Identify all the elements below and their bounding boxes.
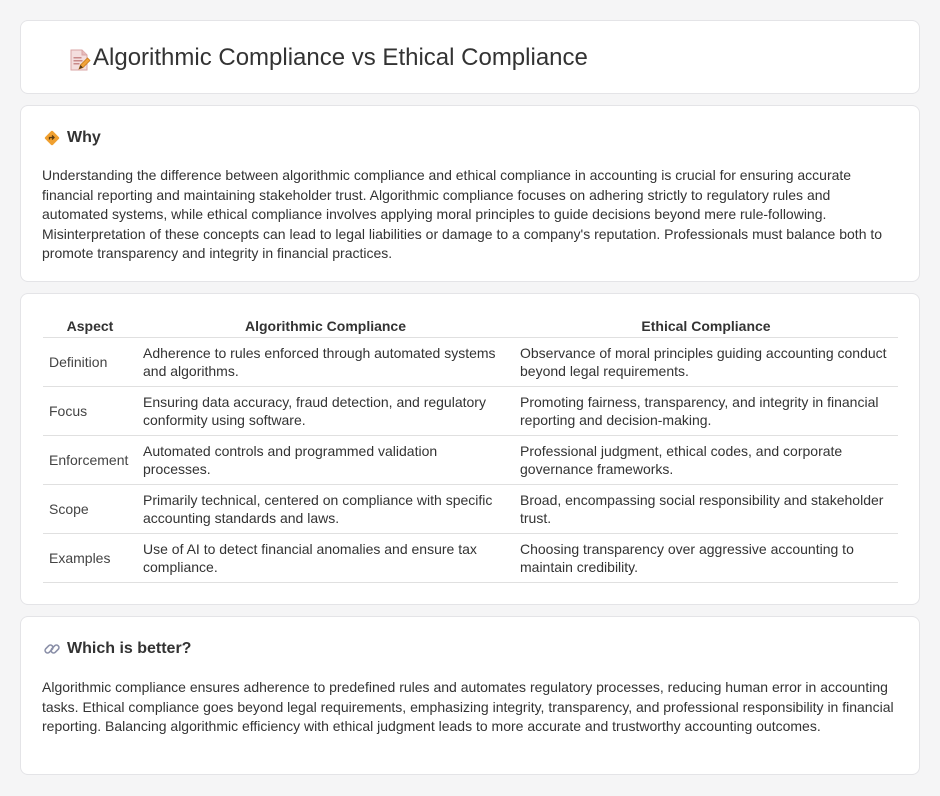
diamond-signpost-icon <box>43 129 61 147</box>
row-algorithmic: Adherence to rules enforced through automated systems and algorithms. <box>137 337 514 386</box>
comparison-card <box>20 293 920 605</box>
row-algorithmic: Primarily technical, centered on compliance with specific accounting standards and laws. <box>137 484 514 533</box>
row-aspect: Focus <box>43 386 137 435</box>
comparison-table <box>43 314 898 583</box>
row-algorithmic: Use of AI to detect financial anomalies and ensure tax compliance. <box>137 533 514 582</box>
table-row <box>43 386 898 435</box>
table-row <box>43 435 898 484</box>
table-row <box>43 337 898 386</box>
row-algorithmic: Ensuring data accuracy, fraud detection, and regulatory conformity using software. <box>137 386 514 435</box>
better-heading: Which is better? <box>67 640 192 657</box>
better-heading-row <box>43 639 191 659</box>
table-row <box>43 533 898 582</box>
row-ethical: Broad, encompassing social responsibility and stakeholder trust. <box>514 484 898 533</box>
why-card <box>20 105 920 282</box>
column-header-algorithmic: Algorithmic Compliance <box>137 314 514 337</box>
row-aspect: Examples <box>43 533 137 582</box>
why-text: Understanding the difference between algorithmic compliance and ethical compliance in accounting is crucial for ensuring accurate financial reporting and maintaining stakeholder trust. Algorithmic compliance focuses on adhering strictly to regulatory rules and automated systems, while ethical compliance involves applying moral principles to guide decisions beyond mere rule-following. Misinterpretation of these concepts can lead to legal liabilities or damage to a company's reputation. Professionals must balance both to promote transparency and integrity in financial practices. <box>42 167 883 262</box>
table-row <box>43 484 898 533</box>
page-title: Algorithmic Compliance vs Ethical Compliance <box>93 44 588 71</box>
row-ethical: Promoting fairness, transparency, and integrity in financial reporting and decision-making. <box>514 386 898 435</box>
column-header-aspect: Aspect <box>43 314 137 337</box>
row-aspect: Enforcement <box>43 435 137 484</box>
which-is-better-card <box>20 616 920 775</box>
title-card <box>20 20 920 94</box>
row-aspect: Definition <box>43 337 137 386</box>
row-ethical: Professional judgment, ethical codes, and corporate governance frameworks. <box>514 435 898 484</box>
row-ethical: Choosing transparency over aggressive accounting to maintain credibility. <box>514 533 898 582</box>
row-ethical: Observance of moral principles guiding accounting conduct beyond legal requirements. <box>514 337 898 386</box>
link-icon <box>43 640 61 658</box>
document-pencil-icon <box>67 48 91 72</box>
better-text: Algorithmic compliance ensures adherence to predefined rules and automates regulatory processes, reducing human error in accounting tasks. Ethical compliance goes beyond legal requirements, emphasizing integrity, transparency, and professional responsibility in financial reporting. Balancing algorithmic efficiency with ethical judgment leads to more accurate and trustworthy accounting outcomes. <box>42 679 894 735</box>
why-heading-row <box>43 128 101 148</box>
why-heading: Why <box>67 129 101 146</box>
table-header-row <box>43 314 898 337</box>
row-aspect: Scope <box>43 484 137 533</box>
column-header-ethical: Ethical Compliance <box>514 314 898 337</box>
row-algorithmic: Automated controls and programmed validation processes. <box>137 435 514 484</box>
